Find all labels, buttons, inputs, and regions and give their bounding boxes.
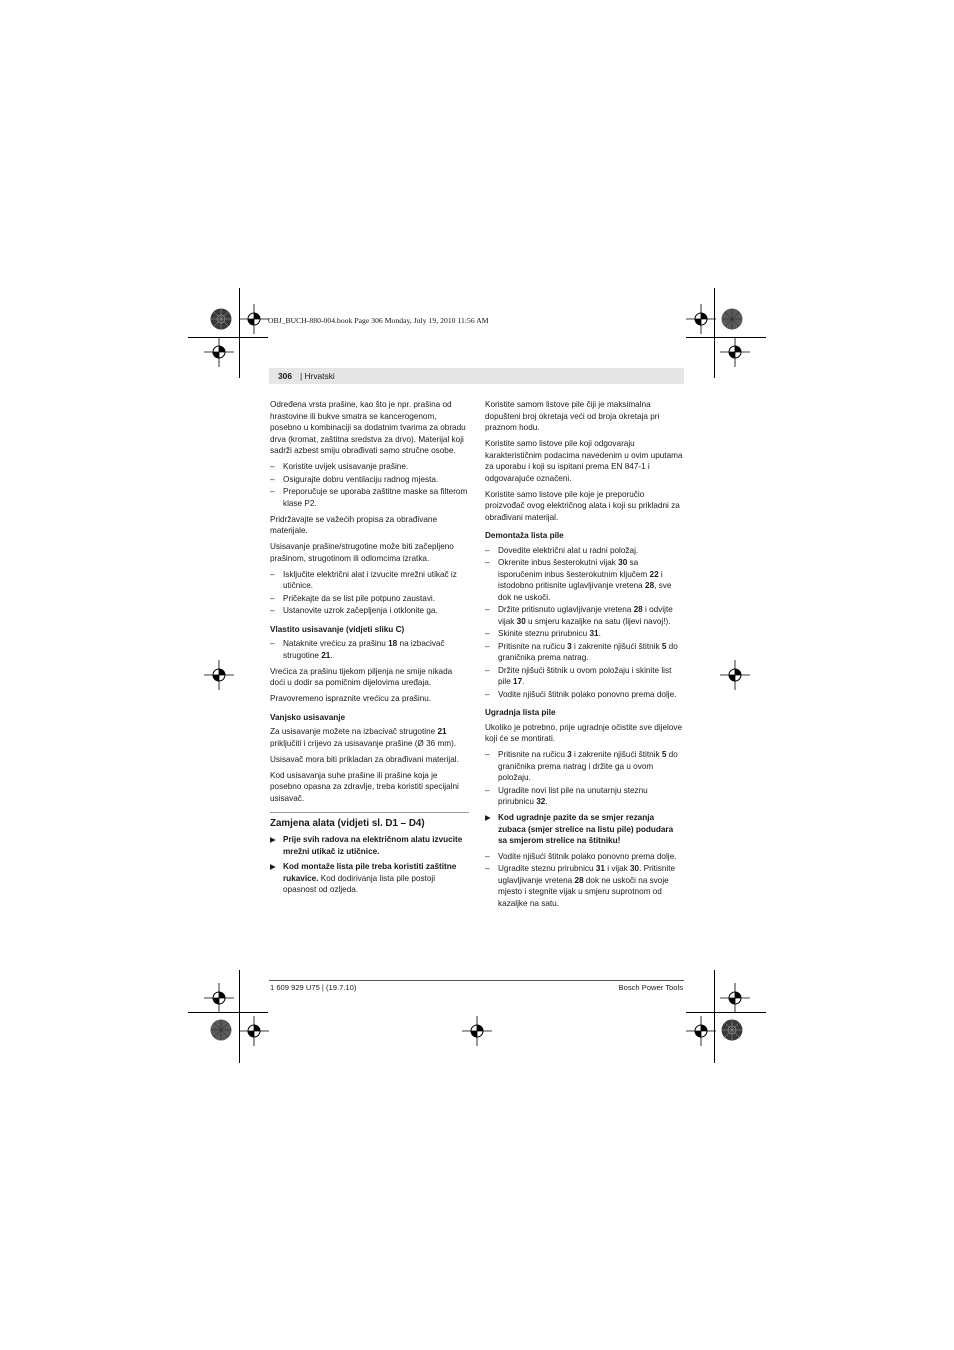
registration-mark-icon (720, 983, 750, 1013)
bullet-list (485, 749, 684, 808)
paragraph: Kod usisavanja suhe prašine ili prašine koja je posebno opasna za zdravlje, treba koristiti specijalni usisavač. (270, 770, 459, 803)
subheading: Demontaža lista pile (485, 531, 564, 540)
registration-mark-icon (720, 660, 750, 690)
paragraph: Koristite samo listove pile koje je preporučio proizvođač ovog električnog alata i koji su prikladni za obrađivani materijal. (485, 489, 680, 522)
paragraph: Koristite samo listove pile koji odgovaraju karakterističnim podacima navedenim u ovim uputama za uporabu i koji su ispitani prema EN 847-1 i odgovarajuće označeni. (485, 439, 683, 483)
safety-warning: ▶ Kod montaže lista pile treba koristiti zaštitne rukavice. Kod dodirivanja lista pile postoji opasnost od ozljeda. (270, 862, 457, 894)
registration-mark-icon (239, 1016, 269, 1046)
footer-brand: Bosch Power Tools (618, 983, 683, 992)
list-item: – Okrenite inbus šesterokutni vijak 30 sa isporučenim inbus šesterokutnim ključem 22 i istodobno pritisnite uglavljivanje vretena 28, sve dok ne uskoči. (485, 557, 684, 603)
list-item: – Držite pritisnuto uglavljivanje vretena 28 i odvijte vijak 30 u smjeru kazaljke na satu (lijevi navoj!). (485, 604, 684, 627)
paragraph: Pridržavajte se važećih propisa za obrađivane materijale. (270, 514, 438, 535)
paragraph: Ukoliko je potrebno, prije ugradnje očistite sve dijelove koji će se montirati. (485, 722, 683, 743)
page-header (269, 368, 684, 384)
list-item: – Dovedite električni alat u radni položaj. (485, 545, 684, 557)
bullet-list (485, 545, 684, 701)
subheading: Ugradnja lista pile (485, 708, 556, 717)
list-item: – Ustanovite uzrok začepljenja i otklonite ga. (270, 605, 469, 617)
registration-mark-icon (204, 983, 234, 1013)
paragraph: Za usisavanje možete na izbacivač strugotine 21 priključiti i crijevo za usisavanje prašine (Ø 36 mm). (270, 727, 457, 748)
list-item: – Držite njišući štitnik u ovom položaju i skinite list pile 17. (485, 665, 684, 688)
color-bar-circle-icon (721, 1019, 743, 1041)
list-item: – Pričekajte da se list pile potpuno zaustavi. (270, 593, 469, 605)
bullet-list (270, 569, 469, 617)
list-item: – Osigurajte dobru ventilaciju radnog mjesta. (270, 474, 469, 486)
list-item: – Koristite uvijek usisavanje prašine. (270, 461, 469, 473)
right-column (485, 399, 684, 914)
footer-divider (269, 980, 684, 981)
paragraph: Vrećica za prašinu tijekom piljenja ne smije nikada doći u dodir sa pomičnim dijelovima uređaja. (270, 666, 453, 687)
left-column (270, 399, 469, 900)
list-item: – Ugradite steznu prirubnicu 31 i vijak 30. Pritisnite uglavljivanje vretena 28 dok ne uskoči na svoje mjesto i stegnite vijak u smjeru suprotnom od kazaljke na satu. (485, 863, 684, 909)
color-bar-circle-icon (721, 308, 743, 330)
list-item: – Vodite njišući štitnik polako ponovno prema dolje. (485, 851, 684, 863)
safety-warning: ▶ Kod ugradnje pazite da se smjer rezanja zubaca (smjer strelice na listu pile) podudara sa smjerom strelice na štitniku! (485, 813, 674, 845)
list-item: – Vodite njišući štitnik polako ponovno prema dolje. (485, 689, 684, 701)
bullet-list (485, 851, 684, 910)
paragraph: Usisavanje prašine/strugotine može biti začepljeno prašinom, strugotinom ili odlomcima izratka. (270, 542, 454, 563)
section-divider (270, 812, 469, 813)
arrow-bullet-icon: ▶ (270, 835, 276, 844)
registration-mark-icon (686, 1016, 716, 1046)
arrow-bullet-icon: ▶ (270, 862, 276, 871)
section-title: Zamjena alata (vidjeti sl. D1 – D4) (270, 818, 425, 829)
subheading: Vanjsko usisavanje (270, 712, 346, 722)
footer-doc-number: 1 609 929 U75 | (19.7.10) (270, 983, 357, 992)
paragraph: Određena vrsta prašine, kao što je npr. prašina od hrastovine ili bukve smatra se kancerogenom, posebno u kombinaciji sa dodatnim tvarima za obradu drva (kromat, zaštitna sredstva za drvo). Materijal koji sadrži azbest smiju obrađivati samo stručne osobe. (270, 400, 466, 455)
bullet-list (270, 461, 469, 509)
color-bar-circle-icon (210, 1019, 232, 1041)
safety-warning: ▶ Prije svih radova na električnom alatu izvucite mrežni utikač iz utičnice. (270, 835, 463, 856)
book-slug-line: OBJ_BUCH-880-004.book Page 306 Monday, July 19, 2010 11:56 AM (268, 316, 489, 325)
paragraph: Usisavač mora biti prikladan za obrađivani materijal. (270, 754, 459, 764)
paragraph: Koristite samom listove pile čiji je maksimalna dopušteni broj okretaja veći od broja okretaja pri praznom hodu. (485, 400, 660, 432)
registration-mark-icon (239, 304, 269, 334)
list-item: – Preporučuje se uporaba zaštitne maske sa filterom klase P2. (270, 486, 469, 509)
subheading: Vlastito usisavanje (vidjeti sliku C) (270, 624, 405, 634)
list-item: – Pritisnite na ručicu 3 i zakrenite njišući štitnik 5 do graničnika prema natrag i držite ga u ovom položaju. (485, 749, 684, 784)
list-item: – Isključite električni alat i izvucite mrežni utikač iz utičnice. (270, 569, 469, 592)
list-item: – Skinite steznu prirubnicu 31. (485, 628, 684, 640)
paragraph: Pravovremeno ispraznite vrećicu za prašinu. (270, 694, 432, 703)
registration-mark-icon (462, 1016, 492, 1046)
arrow-bullet-icon: ▶ (485, 813, 491, 822)
registration-mark-icon (204, 660, 234, 690)
registration-mark-icon (204, 337, 234, 367)
list-item: – Nataknite vrećicu za prašinu 18 na izbacivač strugotine 21. (270, 638, 469, 661)
color-bar-circle-icon (210, 308, 232, 330)
list-item: – Pritisnite na ručicu 3 i zakrenite njišući štitnik 5 do graničnika prema natrag. (485, 641, 684, 664)
list-item: – Ugradite novi list pile na unutarnju steznu prirubnicu 32. (485, 785, 684, 808)
bullet-list (270, 638, 469, 661)
registration-mark-icon (686, 304, 716, 334)
section-language: | Hrvatski (300, 371, 335, 381)
page-number: 306 (278, 371, 292, 381)
registration-mark-icon (720, 337, 750, 367)
